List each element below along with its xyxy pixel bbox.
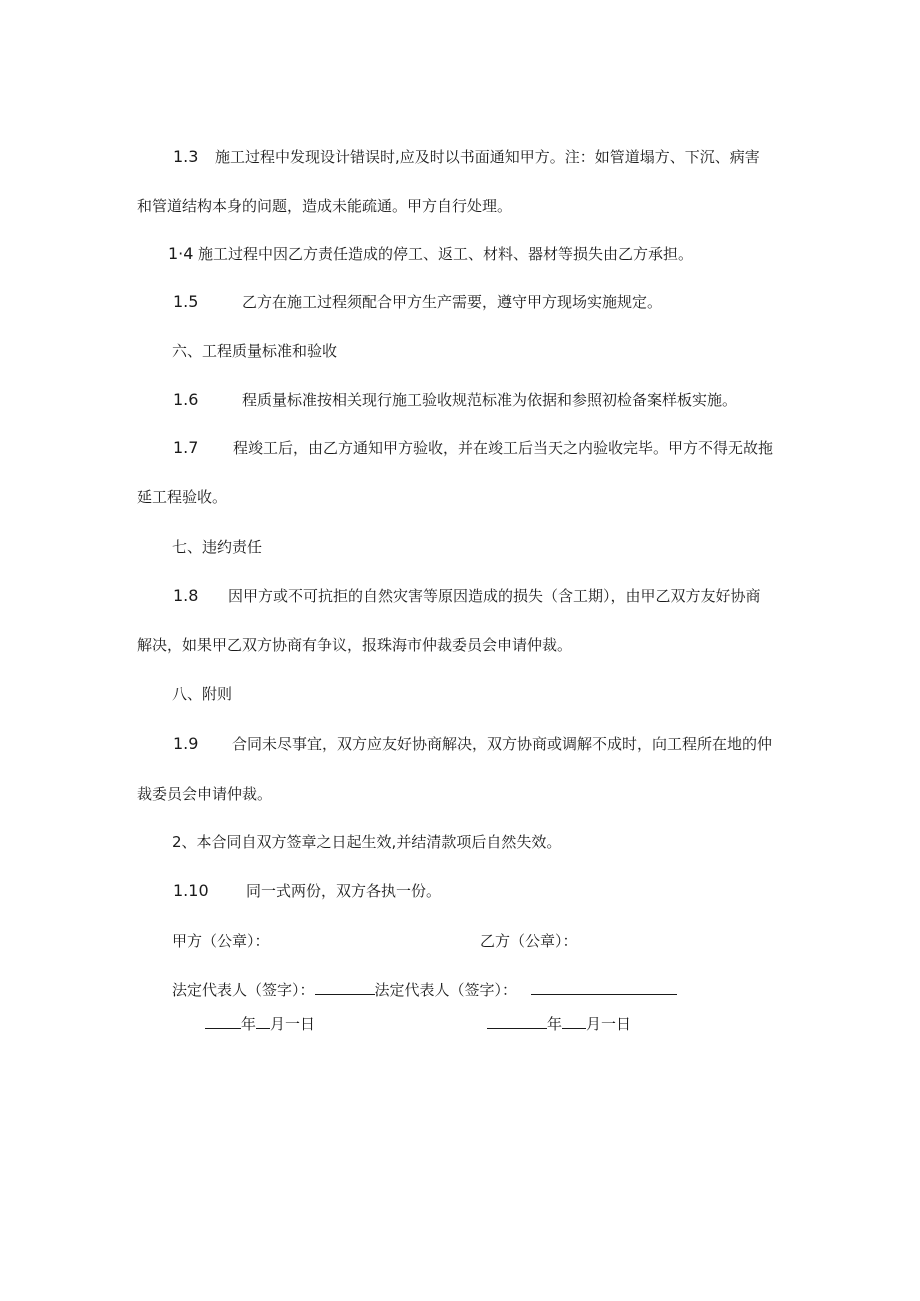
party-b-signature-blank[interactable] — [531, 980, 677, 995]
clause-number: 1.6 — [173, 390, 199, 409]
year-label: 年 — [241, 1015, 257, 1033]
clause-number: 1.3 — [173, 147, 199, 166]
clause-2-text: 2、本合同自双方签章之日起生效,并结清款项后自然失效。 — [172, 833, 562, 851]
month-day-label: 月一日 — [586, 1015, 632, 1033]
section-heading: 七、违约责任 — [172, 538, 263, 556]
clause-1-10-text: 同一式两份，双方各执一份。 — [246, 882, 442, 900]
clause-1-3-text-cont: 和管道结构本身的问题，造成未能疏通。甲方自行处理。 — [137, 197, 513, 215]
clause-1-9-text-cont: 裁委员会申请仲裁。 — [137, 785, 273, 803]
clause-1-3-text: 施工过程中发现设计错误时,应及时以书面通知甲方。注：如管道塌方、下沉、病害 — [215, 148, 760, 166]
party-b-month-blank[interactable] — [562, 1014, 586, 1029]
clause-number: 1.7 — [173, 438, 199, 457]
year-label: 年 — [547, 1015, 563, 1033]
clause-1-6-text: 程质量标准按相关现行施工验收规范标准为依据和参照初检备案样板实施。 — [242, 391, 738, 409]
clause-number: 1.5 — [173, 292, 199, 311]
clause-1-8-text-cont: 解决，如果甲乙双方协商有争议，报珠海市仲裁委员会申请仲裁。 — [137, 636, 573, 654]
clause-1-8-text: 因甲方或不可抗拒的自然灾害等原因造成的损失（含工期），由甲乙双方友好协商 — [228, 587, 761, 605]
clause-1-7-text: 程竣工后，由乙方通知甲方验收，并在竣工后当天之内验收完毕。甲方不得无故拖 — [233, 439, 774, 457]
party-a-rep-label: 法定代表人（签字）： — [172, 981, 315, 999]
clause-number: 1·4 — [168, 244, 194, 263]
clause-number: 1.10 — [173, 881, 209, 900]
party-a-signature-blank[interactable] — [315, 980, 375, 995]
party-a-rep-row — [172, 980, 677, 1000]
party-a-month-blank[interactable] — [256, 1014, 270, 1029]
party-a-seal-label: 甲方（公章）： — [172, 932, 270, 950]
party-b-year-blank[interactable] — [487, 1014, 547, 1029]
clause-1-5-text: 乙方在施工过程须配合甲方生产需要，遵守甲方现场实施规定。 — [242, 293, 663, 311]
party-b-date-row — [487, 1014, 631, 1034]
party-b-rep-label: 法定代表人（签字）： — [374, 981, 518, 999]
party-a-year-blank[interactable] — [205, 1014, 241, 1029]
party-b-seal-label: 乙方（公章）： — [480, 932, 578, 950]
clause-1-4-text: 施工过程中因乙方责任造成的停工、返工、材料、器材等损失由乙方承担。 — [198, 245, 694, 263]
clause-1-7-text-cont: 延工程验收。 — [137, 488, 228, 506]
clause-number: 1.8 — [173, 586, 199, 605]
party-a-date-row — [205, 1014, 315, 1034]
section-heading: 六、工程质量标准和验收 — [172, 342, 338, 360]
month-day-label: 月一日 — [270, 1015, 316, 1033]
clause-number: 1.9 — [173, 734, 199, 753]
section-heading: 八、附则 — [172, 685, 233, 703]
clause-1-9-text: 合同未尽事宜，双方应友好协商解决，双方协商或调解不成时，向工程所在地的仲 — [232, 735, 773, 753]
